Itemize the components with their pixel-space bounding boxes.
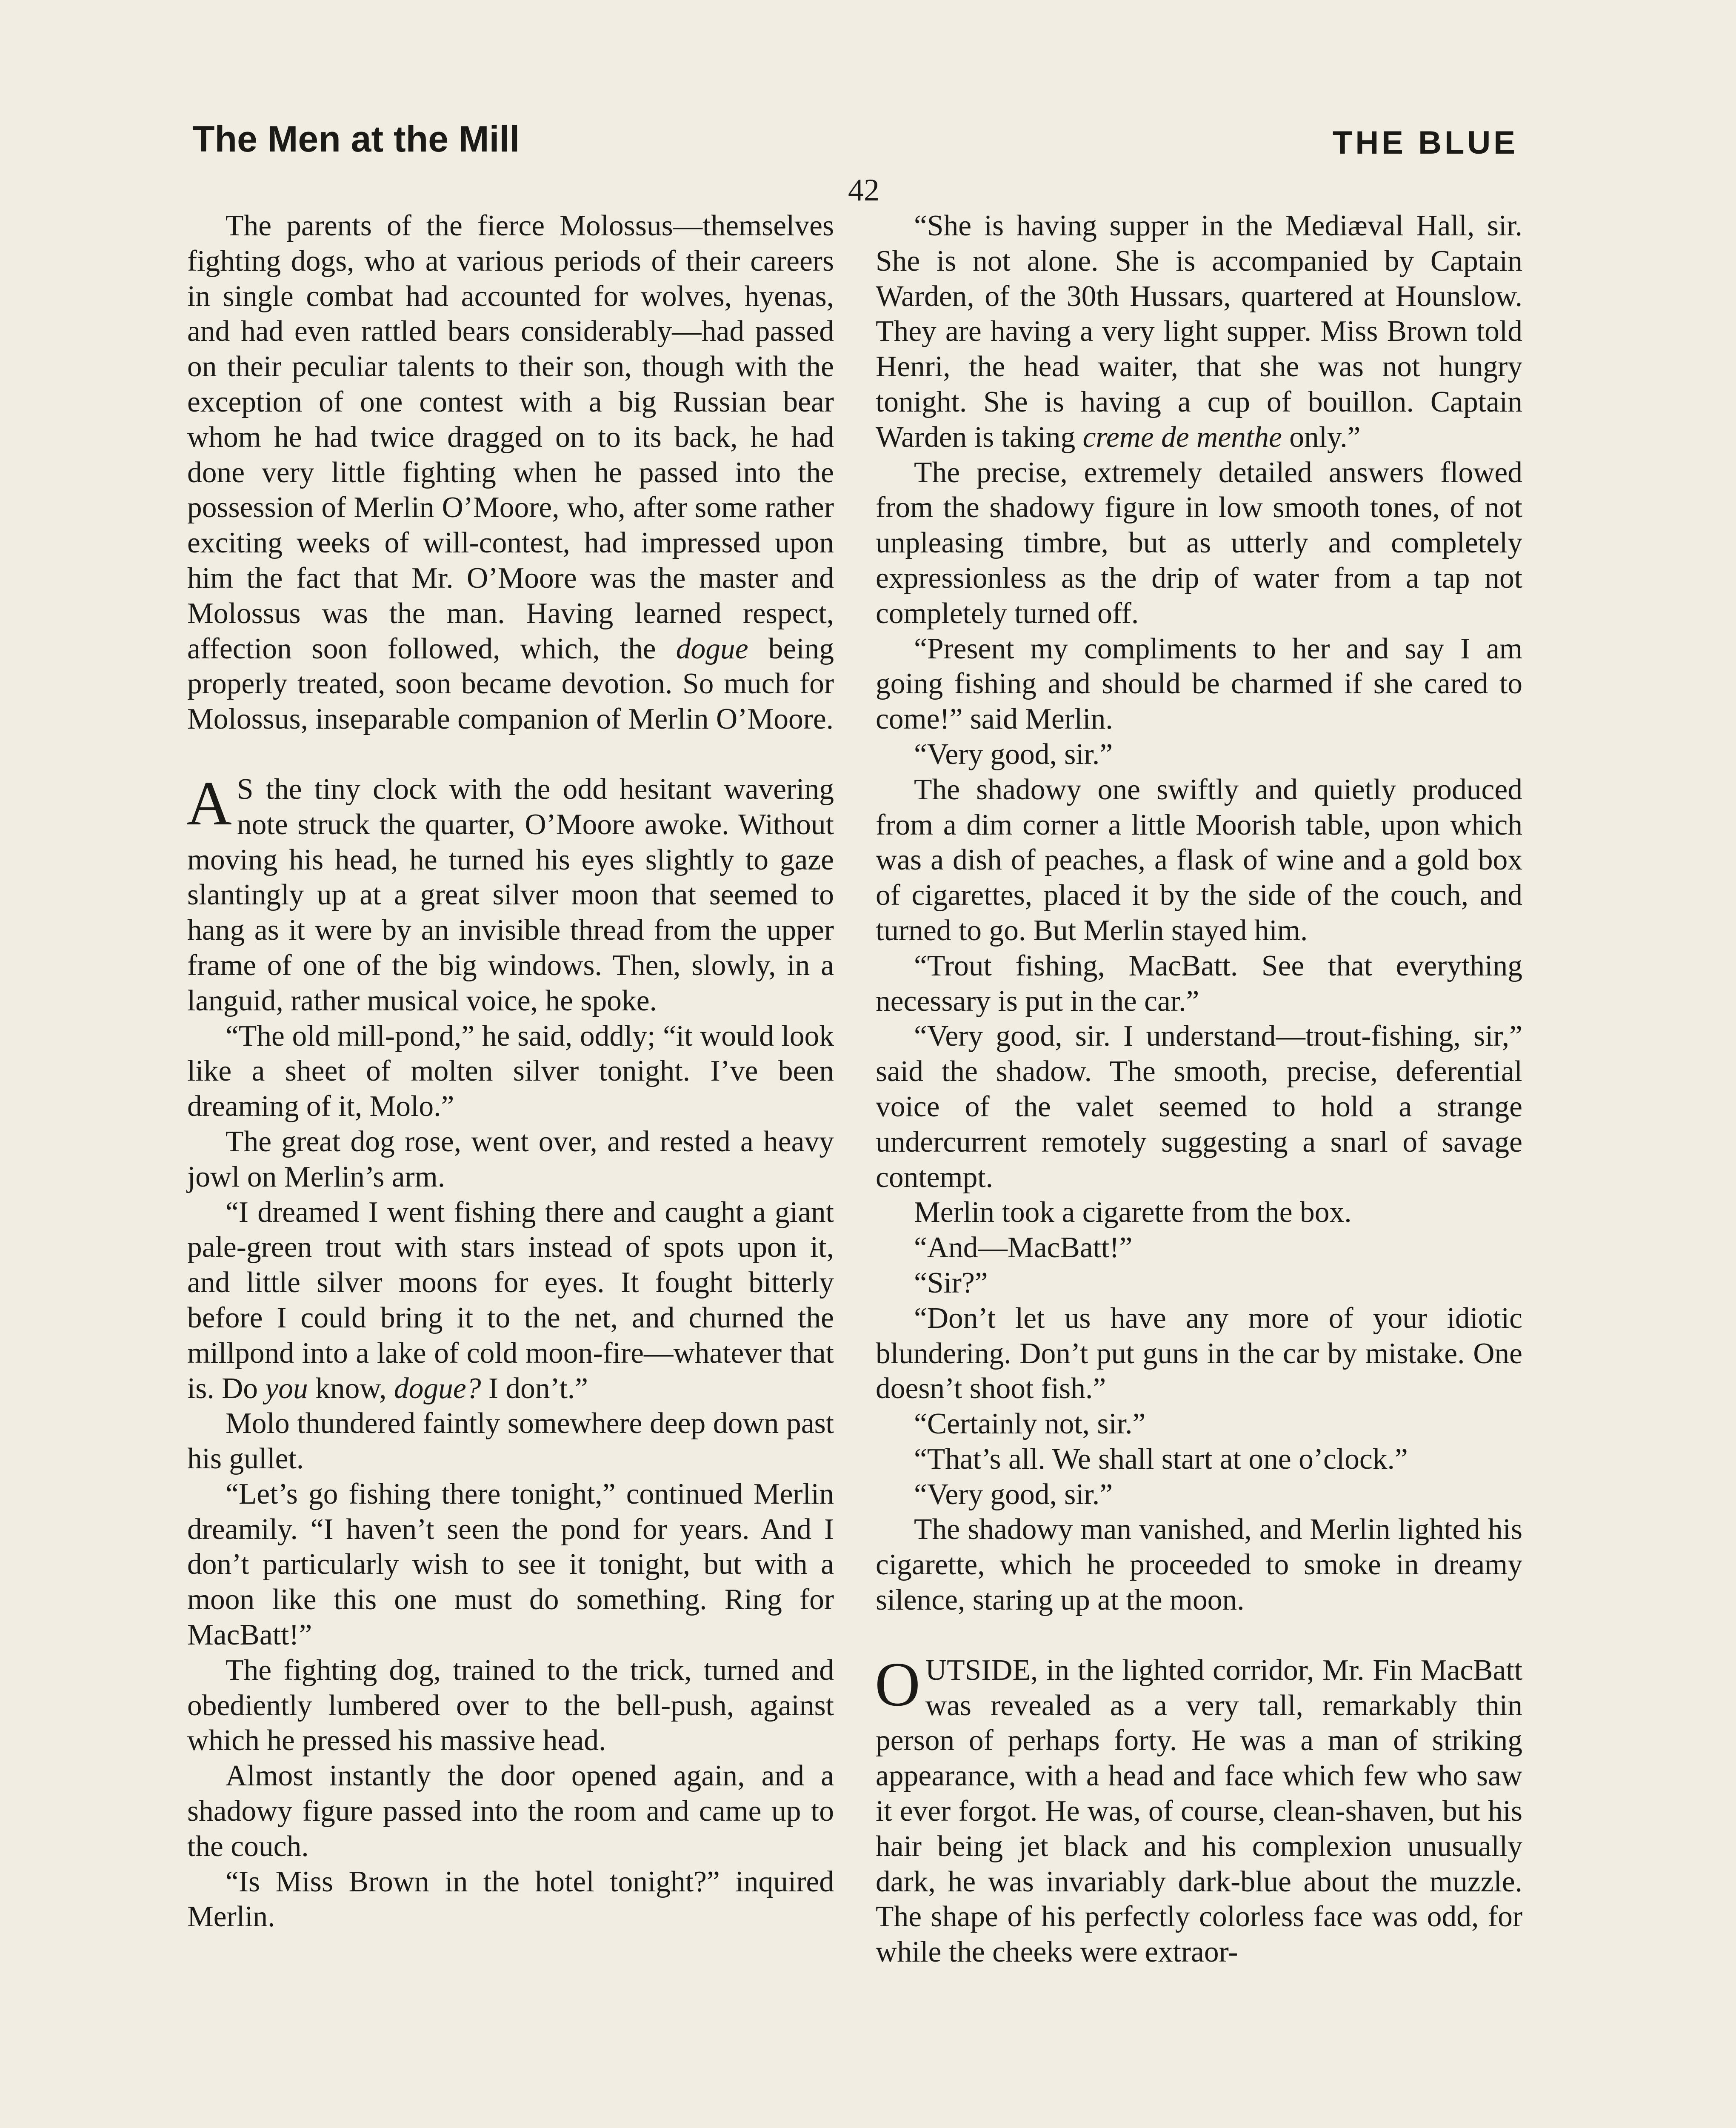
section-opening-paragraph: OUTSIDE, in the lighted corridor, Mr. Fin MacBatt was revealed as a very tall, remarkably thin person of perhaps forty. He was a man of striking appearance, with a head and face which few who saw it ever forgot. He was, of course, clean-shaven, but his hair being jet black and his complexion unusually dark, he was invariably dark-blue about the muzzle. The shape of his perfectly colorless face was odd, for while the cheeks were extraor- <box>875 1649 1522 1969</box>
paragraph: The shadowy man vanished, and Merlin lighted his cigarette, which he proceeded to smoke in dreamy silence, staring up at the moon. <box>876 1513 1522 1617</box>
section-opening-paragraph: A S the tiny clock with the odd hesitant wavering note struck the quarter, O’Moore awoke. Without moving his head, he turned his eyes slightly to gaze slantingly up at a great silver moon that seemed to hang as it were by an invisible thread from the upper frame of one of the big windows. Then, slowly, in a languid, rather musical voice, he spoke. <box>186 768 834 1017</box>
paragraph: Almost instantly the door opened again, and a shadowy figure passed into the room and came up to the couch. <box>187 1759 834 1863</box>
section-break <box>876 1618 1522 1653</box>
paragraph: Merlin took a cigarette from the box. <box>914 1196 1352 1229</box>
paragraph: The fighting dog, trained to the trick, turned and obediently lumbered over to the bell-push, against which he pressed his massive head. <box>187 1653 834 1757</box>
left-column <box>187 209 834 1935</box>
magazine-name: THE BLUE <box>1333 125 1518 161</box>
paragraph: “That’s all. We shall start at one o’clock.” <box>914 1442 1408 1476</box>
paragraph: “Very good, sir.” <box>914 1478 1113 1511</box>
story-title: The Men at the Mill <box>192 119 520 160</box>
paragraph: Molo thundered faintly somewhere deep down past his gullet. <box>187 1407 834 1476</box>
paragraph: The great dog rose, went over, and rested a heavy jowl on Merlin’s arm. <box>187 1125 834 1193</box>
page-number: 42 <box>848 173 879 208</box>
drop-cap: O <box>875 1649 920 1719</box>
paragraph: “Is Miss Brown in the hotel tonight?” inquired Merlin. <box>187 1865 834 1934</box>
paragraph: “Let’s go fishing there tonight,” continued Merlin dreamily. “I haven’t seen the pond for years. And I don’t particularly wish to see it tonight, but with a moon like this one must do something. Ring for MacBatt!” <box>187 1477 834 1652</box>
paragraph: “Present my compliments to her and say I am going fishing and should be charmed if she cared to come!” said Merlin. <box>876 632 1522 736</box>
paragraph: “Certainly not, sir.” <box>914 1407 1146 1441</box>
paragraph: “The old mill-pond,” he said, oddly; “it would look like a sheet of molten silver tonight. I’ve been dreaming of it, Molo.” <box>187 1019 834 1123</box>
paragraph: “And—MacBatt!” <box>914 1231 1133 1264</box>
paragraph: “She is having supper in the Mediæval Hall, sir. She is not alone. She is accompanied by Captain Warden, of the 30th Hussars, quartered at Hounslow. They are having a very light supper. Miss Brown told Henri, the head waiter, that she was not hungry tonight. She is having a cup of bouillon. Captain Warden is taking creme de menthe only.” <box>876 209 1522 454</box>
right-column <box>876 209 1522 1970</box>
drop-cap: A <box>186 768 232 838</box>
paragraph: “Very good, sir. I understand—trout-fishing, sir,” said the shadow. The smooth, precise, deferential voice of the valet seemed to hold a strange undercurrent remotely suggesting a snarl of savage contempt. <box>876 1020 1522 1194</box>
paragraph: The precise, extremely detailed answers flowed from the shadowy figure in low smooth tones, of not unpleasing timbre, but as utterly and completely expressionless as the drip of water from a tap not completely turned off. <box>876 456 1522 630</box>
paragraph: “Trout fishing, MacBatt. See that everything necessary is put in the car.” <box>876 949 1522 1018</box>
paragraph: “Don’t let us have any more of your idiotic blundering. Don’t put guns in the car by mistake. One doesn’t shoot fish.” <box>876 1301 1522 1405</box>
paragraph: “Very good, sir.” <box>914 738 1113 771</box>
paragraph: “Sir?” <box>914 1266 988 1299</box>
paragraph: The shadowy one swiftly and quietly produced from a dim corner a little Moorish table, upon which was a dish of peaches, a flask of wine and a gold box of cigarettes, placed it by the side of the couch, and turned to go. But Merlin stayed him. <box>876 773 1522 947</box>
paragraph: “I dreamed I went fishing there and caught a giant pale-green trout with stars instead of spots upon it, and little silver moons for eyes. It fought bitterly before I could bring it to the net, and churned the millpond into a lake of cold moon-fire—whatever that is. Do you know, dogue? I don’t.” <box>187 1196 834 1405</box>
section-break <box>187 737 834 772</box>
paragraph: The parents of the fierce Molossus—themselves fighting dogs, who at various periods of their careers in single combat had accounted for wolves, hyenas, and had even rattled bears considerably—had passed on their peculiar talents to their son, though with the exception of one contest with a big Russian bear whom he had twice dragged on to its back, he had done very little fighting when he passed into the possession of Merlin O’Moore, who, after some rather exciting weeks of will-contest, had impressed upon him the fact that Mr. O’Moore was the master and Molossus was the man. Having learned respect, affection soon followed, which, the dogue being properly treated, soon became devotion. So much for Molossus, inseparable companion of Merlin O’Moore. <box>187 209 834 736</box>
